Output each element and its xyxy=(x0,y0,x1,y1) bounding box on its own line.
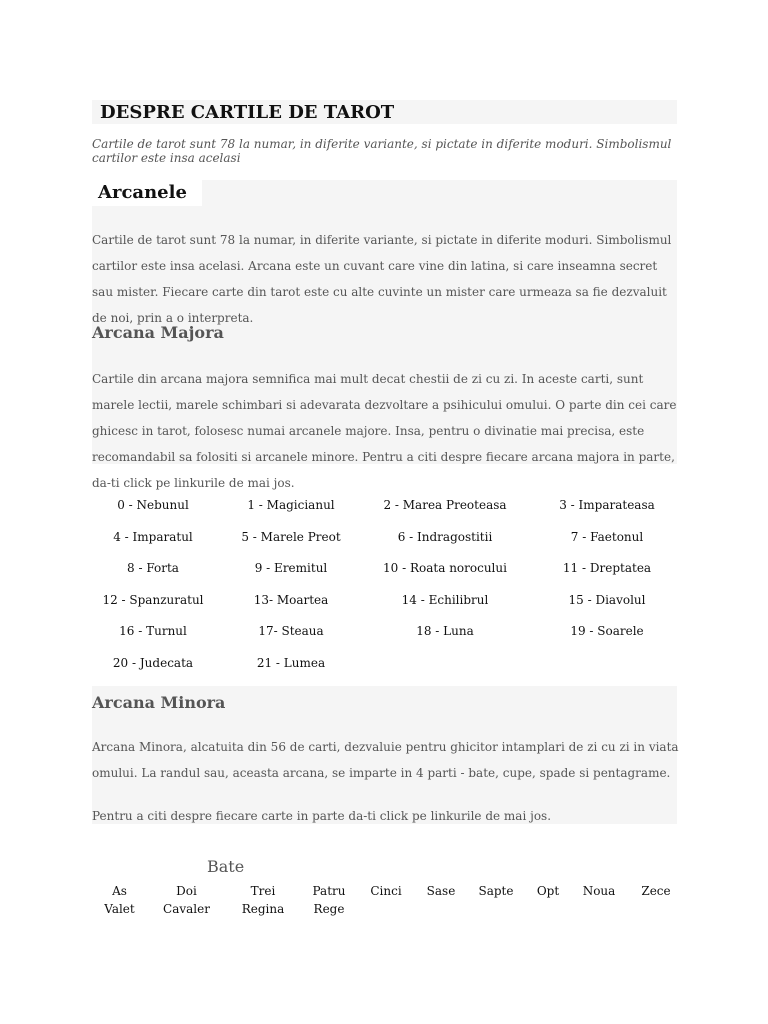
page-subtitle: Cartile de tarot sunt 78 la numar, in diferite variante, si pictate in diferite moduri. Simbolismul cartilor este insa acelasi xyxy=(92,137,672,165)
major-card-link[interactable]: 10 - Roata norocului xyxy=(383,561,507,576)
arcanele-text: Cartile de tarot sunt 78 la numar, in diferite variante, si pictate in diferite moduri. Simbolismul cartilor este insa acelasi. Arcana este un cuvant care vine din latina, si care inseamna secret sau mister. Fiecare carte din tarot este cu alte cuvinte un mister care urmeaza sa fie dezvaluit de noi, prin a o interpreta. xyxy=(92,233,672,325)
major-cards-grid xyxy=(84,494,684,684)
major-card-link[interactable]: 11 - Dreptatea xyxy=(562,561,652,576)
title-bar xyxy=(92,100,677,124)
major-card-link[interactable]: 13- Moartea xyxy=(253,592,329,607)
minor-panel xyxy=(92,686,677,824)
bate-row-1 xyxy=(90,882,684,900)
bate-card-link[interactable]: Cinci xyxy=(370,884,402,898)
bate-card-link[interactable]: Noua xyxy=(582,884,616,898)
bate-row-2 xyxy=(90,900,684,918)
bate-card-link[interactable]: Trei xyxy=(250,884,276,898)
major-card-link[interactable]: 4 - Imparatul xyxy=(113,529,193,544)
major-card-link[interactable]: 6 - Indragostitii xyxy=(397,529,493,544)
bate-title: Bate xyxy=(207,857,245,876)
major-card-link[interactable]: 20 - Judecata xyxy=(112,655,194,670)
bate-card-link[interactable]: Doi xyxy=(176,884,197,898)
minor-text-links: Pentru a citi despre fiecare carte in parte da-ti click pe linkurile de mai jos. xyxy=(92,809,552,823)
bate-card-link[interactable]: Patru xyxy=(312,884,346,898)
major-card-link[interactable]: 7 - Faetonul xyxy=(570,529,644,544)
major-card-link[interactable]: 0 - Nebunul xyxy=(117,498,189,512)
bate-table xyxy=(90,882,684,918)
arcana-panel xyxy=(92,180,677,490)
bate-card-link[interactable]: Rege xyxy=(313,902,345,916)
major-card-link[interactable]: 8 - Forta xyxy=(127,561,179,576)
arcanele-heading: Arcanele xyxy=(98,182,187,203)
arcanele-heading-wrap xyxy=(92,180,202,206)
major-card-link[interactable]: 2 - Marea Preoteasa xyxy=(383,498,507,512)
bate-card-link[interactable]: Opt xyxy=(536,884,560,898)
minor-text: Arcana Minora, alcatuita din 56 de carti, dezvaluie pentru ghicitor intamplari de zi cu zi in viata omului. La randul sau, aceasta arcana, se imparte in 4 parti - bate, cupe, spade si pentagrame. xyxy=(92,740,679,780)
minor-heading: Arcana Minora xyxy=(92,693,226,712)
bate-card-link[interactable]: Sase xyxy=(426,884,456,898)
bate-card-link xyxy=(356,900,416,918)
major-card-link[interactable]: 5 - Marele Preot xyxy=(241,529,341,544)
major-card-link[interactable]: 21 - Lumea xyxy=(256,655,326,670)
bate-card-link[interactable]: Zece xyxy=(641,884,671,898)
bate-card-link[interactable]: Regina xyxy=(241,902,285,916)
major-card-link[interactable]: 1 - Magicianul xyxy=(247,498,335,512)
major-card-link[interactable]: 9 - Eremitul xyxy=(254,561,328,576)
major-heading: Arcana Majora xyxy=(92,323,224,342)
major-card-link[interactable]: 3 - Imparateasa xyxy=(559,498,655,512)
bate-card-link xyxy=(526,900,570,918)
bate-card-link xyxy=(416,900,466,918)
bate-card-link xyxy=(628,900,684,918)
major-card-link[interactable]: 14 - Echilibrul xyxy=(401,592,489,607)
bate-card-link[interactable]: Valet xyxy=(104,902,135,916)
bate-card-link xyxy=(466,900,526,918)
major-card-link[interactable]: 12 - Spanzuratul xyxy=(102,592,204,607)
major-card-link[interactable]: 15 - Diavolul xyxy=(568,592,646,607)
page-title: DESPRE CARTILE DE TAROT xyxy=(100,102,395,123)
bate-card-link[interactable]: Sapte xyxy=(478,884,514,898)
bate-card-link[interactable]: As xyxy=(112,884,127,898)
major-card-link[interactable]: 18 - Luna xyxy=(416,624,474,639)
major-card-link[interactable]: 16 - Turnul xyxy=(119,624,187,639)
major-card-link[interactable]: 17- Steaua xyxy=(258,624,324,639)
bate-card-link[interactable]: Cavaler xyxy=(163,902,210,916)
major-text: Cartile din arcana majora semnifica mai mult decat chestii de zi cu zi. In aceste carti, sunt marele lectii, marele schimbari si adevarata dezvoltare a psihicului omului. O parte din cei care ghicesc in tarot, folosesc numai arcanele majore. Insa, pentru o divinatie mai precisa, este recomandabil sa folositi si arcanele minore. Pentru a citi despre fiecare arcana majora in parte, da-ti click pe linkurile de mai jos. xyxy=(92,372,677,490)
bate-card-link xyxy=(570,900,628,918)
major-card-link[interactable]: 19 - Soarele xyxy=(570,624,644,639)
